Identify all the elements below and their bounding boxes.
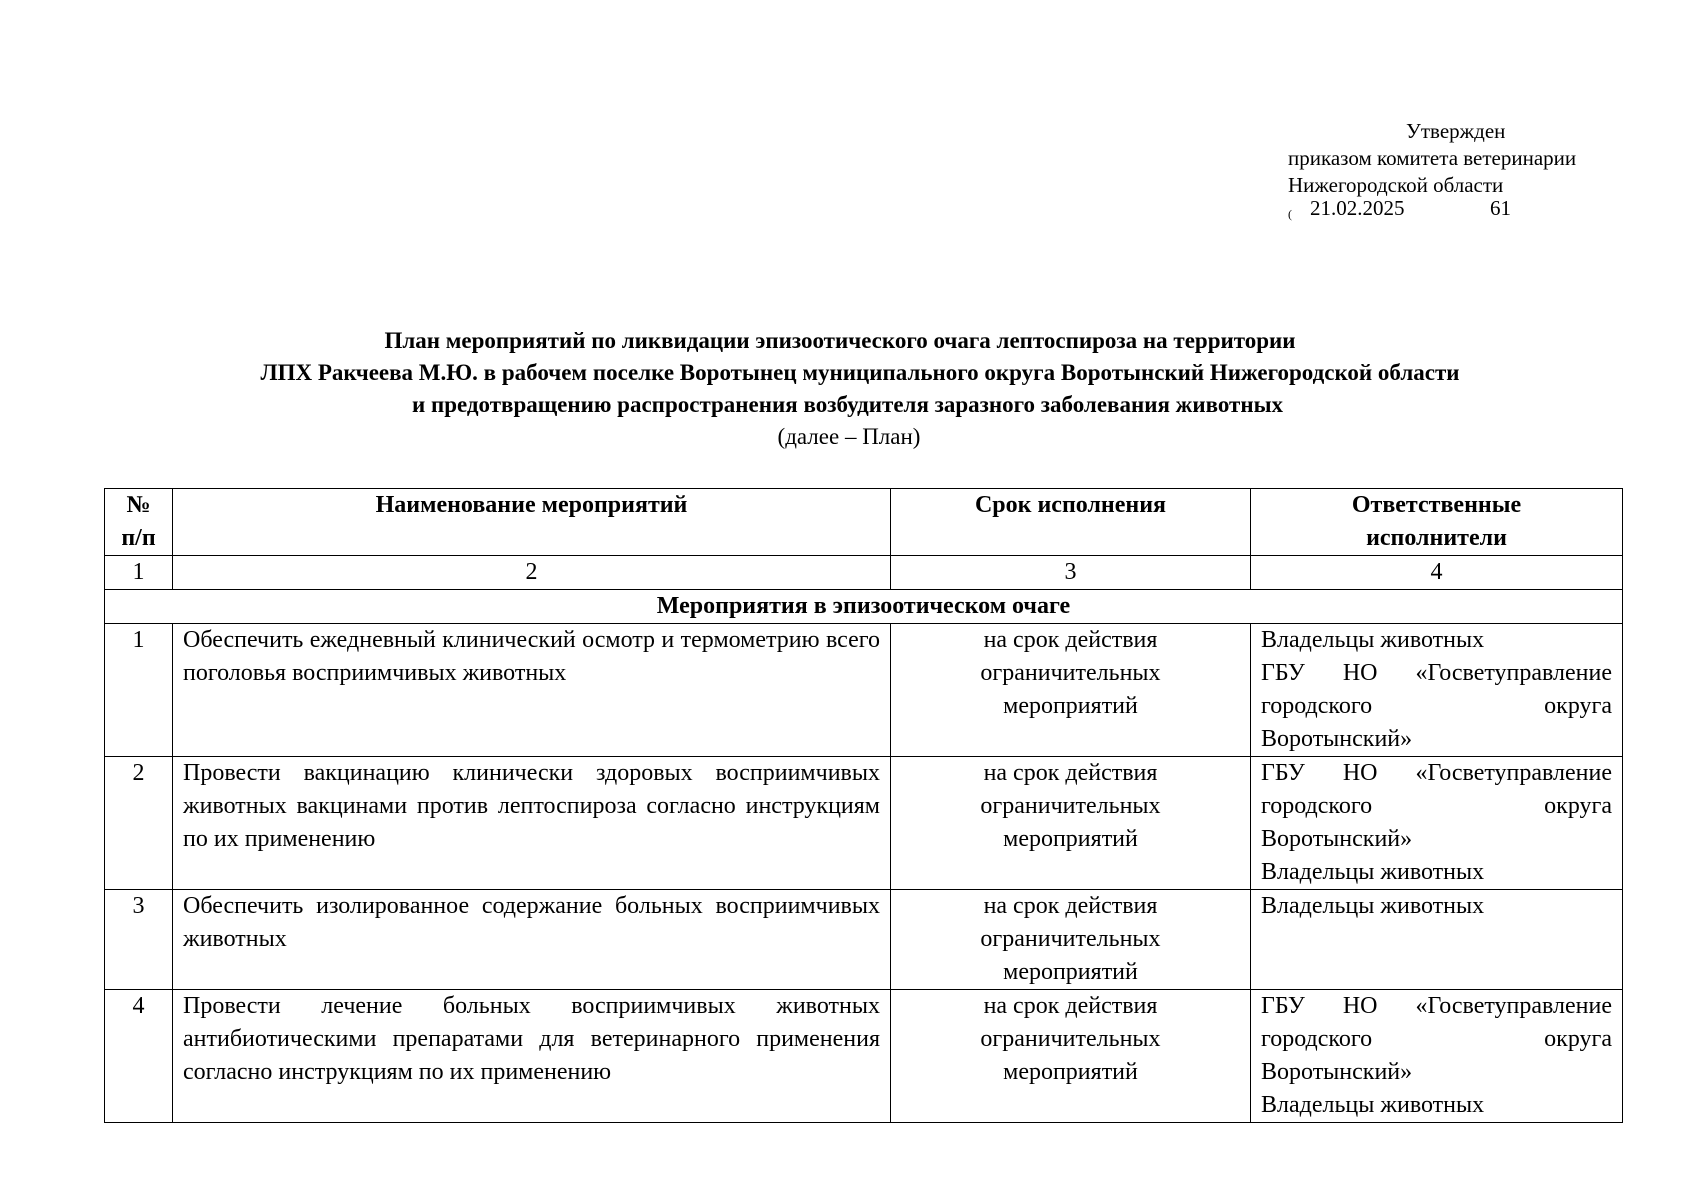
responsible-line: Воротынский» <box>1261 1059 1413 1085</box>
row-number: 4 <box>105 990 173 1123</box>
term-line: мероприятий <box>1003 959 1138 985</box>
term-line: ограничительных <box>980 926 1161 952</box>
responsible-line: Владельцы животных <box>1261 627 1485 653</box>
row-number: 2 <box>105 757 173 890</box>
document-title <box>100 325 1620 453</box>
section-row <box>105 590 1623 624</box>
term-line: ограничительных <box>980 1026 1161 1052</box>
responsible-line: городского округа <box>1261 793 1612 819</box>
row-name: Провести лечение больных восприимчивых животных антибиотическими препаратами для ветеринарного применения согласно инструкциям по их применению <box>173 990 891 1123</box>
table-row <box>105 890 1623 990</box>
row-responsible <box>1251 757 1623 890</box>
responsible-line: городского округа <box>1261 693 1612 719</box>
row-name: Провести вакцинацию клинически здоровых восприимчивых животных вакцинами против лептоспироза согласно инструкциям по их применению <box>173 757 891 890</box>
table-row <box>105 624 1623 757</box>
responsible-line: Владельцы животных <box>1261 1092 1485 1118</box>
responsible-line: ГБУ НО «Госветуправление <box>1261 993 1612 1019</box>
term-line: мероприятий <box>1003 1059 1138 1085</box>
row-responsible <box>1251 890 1623 990</box>
term-line: мероприятий <box>1003 826 1138 852</box>
column-index: 1 <box>105 556 173 590</box>
header-term: Срок исполнения <box>891 489 1251 556</box>
term-line: на срок действия <box>983 993 1158 1019</box>
title-line-3: и предотвращению распространения возбудителя заразного заболевания животных <box>411 392 1284 417</box>
responsible-line: Воротынский» <box>1261 726 1413 752</box>
row-term <box>891 757 1251 890</box>
approval-date: 21.02.2025 <box>1310 196 1405 220</box>
table-header-row <box>105 489 1623 556</box>
header-num-line-2: п/п <box>121 525 156 551</box>
approval-title: Утвержден <box>1406 119 1506 143</box>
responsible-line: ГБУ НО «Госветуправление <box>1261 760 1612 786</box>
approval-line-2: приказом комитета ветеринарии <box>1288 146 1577 170</box>
responsible-line: Воротынский» <box>1261 826 1413 852</box>
table-row <box>105 757 1623 890</box>
column-index: 3 <box>891 556 1251 590</box>
term-line: на срок действия <box>983 627 1158 653</box>
plan-table <box>104 488 1623 1123</box>
title-line-1: План мероприятий по ликвидации эпизоотического очага лептоспироза на территории <box>384 328 1296 353</box>
approval-line-3: Нижегородской области <box>1288 173 1504 197</box>
approval-number: 61 <box>1490 196 1511 220</box>
header-resp-line-1: Ответственные <box>1351 492 1522 518</box>
term-line: мероприятий <box>1003 693 1138 719</box>
term-line: на срок действия <box>983 893 1158 919</box>
term-line: на срок действия <box>983 760 1158 786</box>
row-responsible <box>1251 990 1623 1123</box>
column-index: 2 <box>173 556 891 590</box>
header-resp-line-2: исполнители <box>1366 525 1507 551</box>
row-term <box>891 624 1251 757</box>
header-num <box>105 489 173 556</box>
responsible-line: Владельцы животных <box>1261 859 1485 885</box>
table-row <box>105 990 1623 1123</box>
row-responsible <box>1251 624 1623 757</box>
responsible-line: Владельцы животных <box>1261 893 1485 919</box>
row-number: 1 <box>105 624 173 757</box>
term-line: ограничительных <box>980 660 1161 686</box>
responsible-line: городского округа <box>1261 1026 1612 1052</box>
row-term <box>891 890 1251 990</box>
approval-date-line <box>1288 196 1576 223</box>
title-line-4: (далее – План) <box>777 424 921 449</box>
header-num-line-1: № <box>126 492 151 518</box>
responsible-line: ГБУ НО «Госветуправление <box>1261 660 1612 686</box>
title-line-2: ЛПХ Ракчеева М.Ю. в рабочем поселке Воротынец муниципального округа Воротынский Нижегородской области <box>260 360 1460 385</box>
column-index-row <box>105 556 1623 590</box>
row-name: Обеспечить изолированное содержание больных восприимчивых животных <box>173 890 891 990</box>
row-term <box>891 990 1251 1123</box>
section-title: Мероприятия в эпизоотическом очаге <box>105 590 1623 624</box>
header-resp <box>1251 489 1623 556</box>
row-name: Обеспечить ежедневный клинический осмотр и термометрию всего поголовья восприимчивых животных <box>173 624 891 757</box>
approval-mark: ( <box>1288 207 1292 221</box>
row-number: 3 <box>105 890 173 990</box>
column-index: 4 <box>1251 556 1623 590</box>
header-name: Наименование мероприятий <box>173 489 891 556</box>
term-line: ограничительных <box>980 793 1161 819</box>
approval-block <box>1288 118 1576 223</box>
